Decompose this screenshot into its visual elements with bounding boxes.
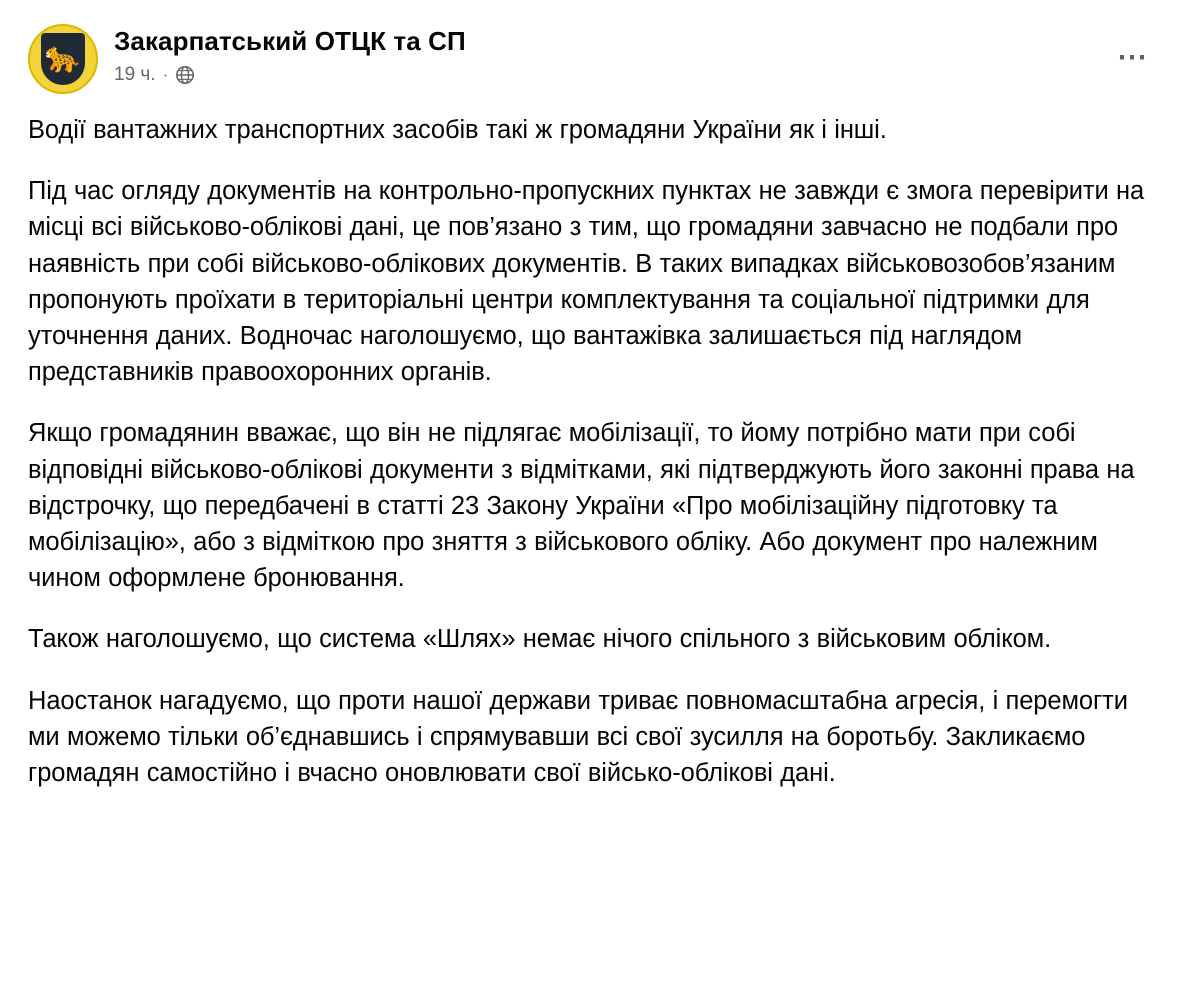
post-paragraph: Також наголошуємо, що система «Шлях» немає нічого спільного з військовим обліком. — [28, 625, 1052, 654]
post-timestamp[interactable]: 19 ч. — [114, 64, 156, 86]
avatar[interactable] — [28, 24, 98, 94]
post-paragraph: Під час огляду документів на контрольно-пропускних пунктах не завжди є змога перевірити на місці всі військово-облікові дані, це пов’язано з тим, що громадяни завчасно не подбали про наявність при собі військово-облікових документів. В таких випадках військовозобов’язаним пропонують проїхати в територіальні центри комплектування та соціальної підтримки для уточнення даних. Водночас наголошуємо, що вантажівка залишається під наглядом представників правоохоронних органів. — [28, 177, 1145, 387]
ellipsis-glyph: ⋯ — [1117, 41, 1149, 74]
post-header — [28, 20, 1162, 104]
lion-glyph: 🐆 — [44, 41, 82, 74]
author-name[interactable]: Закарпатський ОТЦК та СП — [114, 26, 466, 56]
post-header-text — [114, 24, 466, 86]
coat-of-arms-lion-avatar-icon — [41, 33, 85, 85]
ellipsis-icon[interactable] — [1110, 42, 1156, 74]
post-body — [28, 104, 1162, 791]
post-paragraph: Наостанок нагадуємо, що проти нашої держави триває повномасштабна агресія, і перемогти ми можемо тільки об’єднавшись і спрямувавши всі свої зусилля на боротьбу. Закликаємо громадян самостійно і вчасно оновлювати свої військо-облікові дані. — [28, 686, 1128, 788]
globe-icon[interactable] — [175, 65, 195, 85]
post-meta — [114, 64, 466, 86]
meta-separator: · — [162, 65, 169, 85]
post-paragraph: Водії вантажних транспортних засобів такі ж громадяни України як і інші. — [28, 116, 887, 144]
post-paragraph: Якщо громадянин вважає, що він не підлягає мобілізації, то йому потрібно мати при собі відповідні військово-облікові документи з відмітками, які підтверджують його законні права на відстрочку, що передбачені в статті 23 Закону України «Про мобілізаційну підготовку та мобілізацію», або з відміткою про зняття з військового обліку. Або документ про належним чином оформлене бронювання. — [28, 419, 1135, 593]
